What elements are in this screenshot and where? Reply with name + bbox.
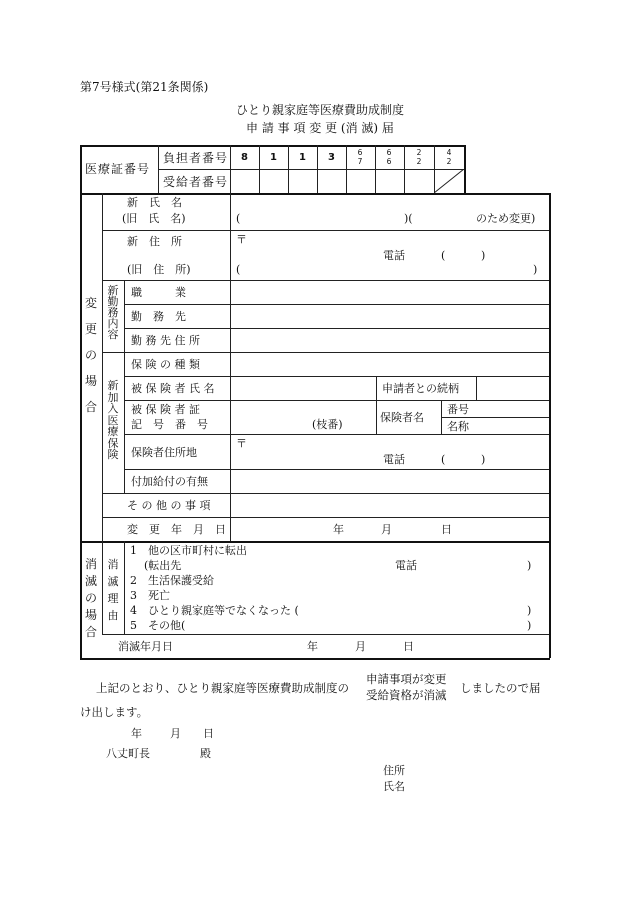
applicant-address-label: 住所 [383,764,405,777]
name-paren-open: ( [236,212,241,225]
phone-paren-close: ) [481,249,486,262]
name-change-reason: のため変更) [476,212,536,225]
reason-1-close: ) [527,559,532,572]
phone-label: 電話 [383,249,405,262]
insurance-group-label: 新加入医療保険 [107,379,119,461]
reason-2: 2 生活保護受給 [130,574,214,587]
insurer-phone-paren-open: ( [441,453,446,466]
phone-paren-open: ( [441,249,446,262]
insurer-number-label: 番号 [447,403,469,416]
extinction-date-label: 消滅年月日 [118,640,173,653]
extinction-month: 月 [355,640,366,653]
futan-digit-2: 1 [270,152,277,163]
declaration-text-2: しましたので届 [460,681,541,695]
additional-benefit-label: 付加給付の有無 [131,475,208,488]
insurer-phone-label: 電話 [383,453,405,466]
insurer-name-field-label: 名称 [447,420,469,433]
extinction-year: 年 [307,640,318,653]
occupation-label: 職 業 [131,286,186,299]
postal-mark: 〒 [236,233,247,246]
reason-1-sub: (転出先 [144,559,182,572]
change-side-label: 変更の場合 [84,296,97,414]
declaration-day: 日 [203,727,214,740]
insured-name-label: 被 保 険 者 氏 名 [131,382,215,395]
futan-digit-4: 3 [328,152,335,163]
insured-card-label1: 被 保 険 者 証 [131,403,200,416]
work-group-label: 新勤務内容 [107,284,119,341]
reason-3: 3 死亡 [130,589,170,602]
honorific: 殿 [200,747,211,760]
form-title-line1: ひとり親家庭等医療費助成制度 [235,103,404,117]
insurer-phone-paren-close: ) [481,453,486,466]
insurer-name-label: 保険者名 [380,411,424,424]
old-address-paren-close: ) [533,263,538,276]
insurance-type-label: 保 険 の 種 類 [131,358,200,371]
extinction-reason-label: 消滅理由 [107,558,119,622]
futan-stacked-6: 6 6 [386,148,392,166]
reason-1: 1 他の区市町村に転出 [130,544,247,557]
futan-digit-1: 8 [241,152,248,163]
new-address-label: 新 住 所 [127,235,182,248]
new-name-label: 新 氏 名 [127,196,182,209]
declaration-option-extinct: 受給資格が消滅 [366,688,447,702]
reason-1-phone: 電話 [395,559,417,572]
extinction-side-label: 消滅の場合 [84,557,97,639]
declaration-option-change: 申請事項が変更 [366,672,447,686]
applicant-name-label: 氏名 [383,780,405,793]
form-number: 第7号様式(第21条関係) [80,80,209,94]
futan-label: 負担者番号 [163,151,229,165]
addressee: 八丈町長 [106,747,150,760]
insurer-address-label: 保険者住所地 [131,446,197,459]
old-name-label: (旧 氏 名) [122,212,186,225]
futan-stacked-8: 4 2 [446,148,452,166]
change-month: 月 [381,523,392,536]
relationship-label: 申請者との続柄 [382,382,459,395]
jukyu-label: 受給者番号 [163,175,229,189]
old-address-paren-open: ( [236,263,241,276]
futan-digit-3: 1 [299,152,306,163]
diagonal-slash [434,169,464,193]
declaration-text-3: け出します。 [80,705,149,719]
workplace-label: 勤 務 先 [131,310,186,323]
extinction-day: 日 [403,640,414,653]
old-address-label: (旧 住 所) [127,263,191,276]
branch-label: (枝番) [312,418,343,431]
futan-stacked-7: 2 2 [416,148,422,166]
other-items-label: そ の 他 の 事 項 [127,499,211,512]
name-paren-middle: )( [404,212,413,225]
change-year: 年 [333,523,344,536]
declaration-month: 月 [170,727,181,740]
change-date-label: 変 更 年 月 日 [127,523,226,536]
reason-5: 5 その他( [130,619,186,632]
reason-4-close: ) [527,604,532,617]
reason-4: 4 ひとり親家庭等でなくなった ( [130,604,299,617]
declaration-text-1: 上記のとおり、ひとり親家庭等医療費助成制度の [96,681,349,695]
form-title-line2: 申 請 事 項 変 更 (消 滅) 届 [246,121,394,135]
workplace-address-label: 勤 務 先 住 所 [131,334,200,347]
insured-card-label2: 記 号 番 号 [131,418,208,431]
declaration-year: 年 [131,727,142,740]
futan-stacked-5: 6 7 [357,148,363,166]
change-day: 日 [441,523,452,536]
insurer-postal-mark: 〒 [236,437,247,450]
reason-5-close: ) [527,619,532,632]
iryo-label: 医療証番号 [85,162,151,176]
